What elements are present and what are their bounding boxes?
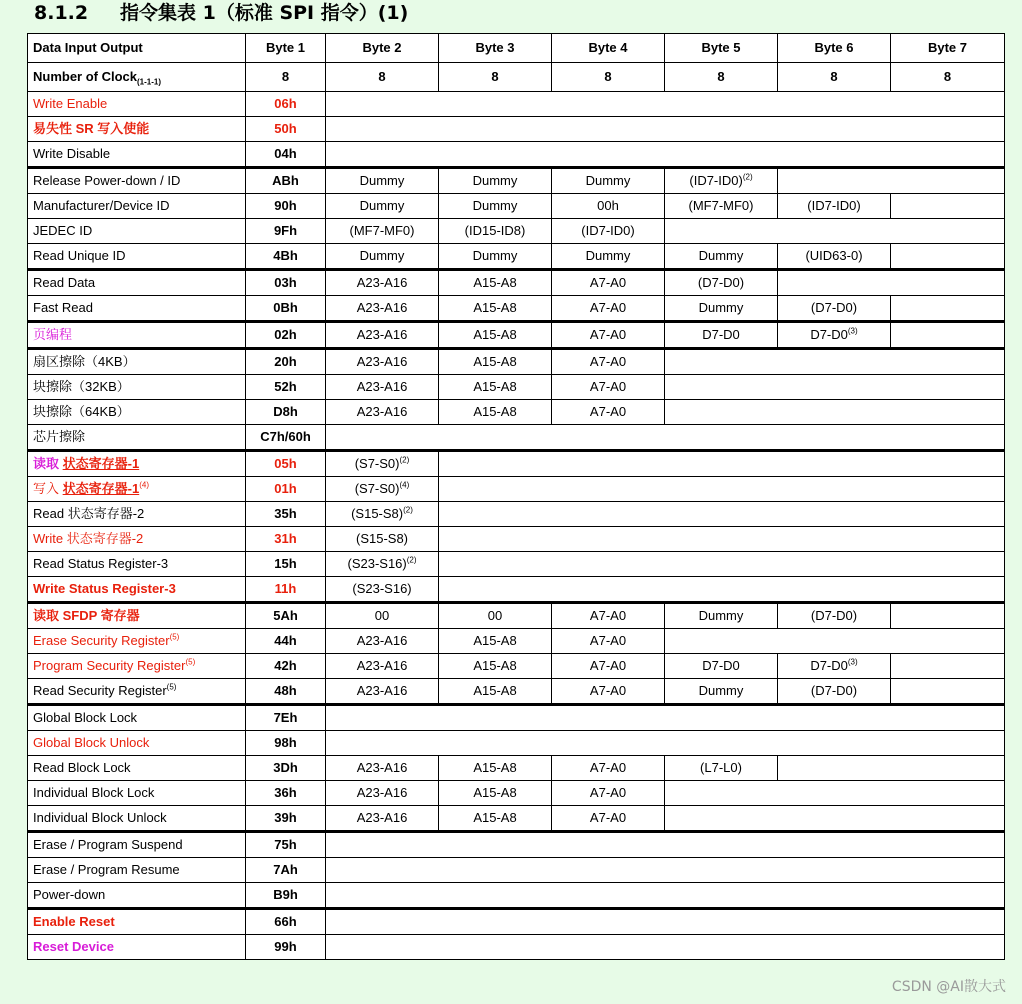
empty-cell [891,194,1005,219]
opcode-cell: 4Bh [246,244,326,270]
byte-cell: A23-A16 [326,806,439,832]
opcode-cell: 66h [246,909,326,935]
empty-span [778,270,1005,296]
empty-span [326,142,1005,168]
opcode-cell: 9Fh [246,219,326,244]
instruction-name: Read Status Register-3 [28,552,246,577]
byte-cell [326,477,439,502]
opcode-cell: 75h [246,832,326,858]
byte-cell: A7-A0 [552,806,665,832]
footnote-ref: (5) [166,682,177,692]
empty-span [326,731,1005,756]
instruction-name: 芯片擦除 [28,425,246,451]
byte-cell: (MF7-MF0) [665,194,778,219]
empty-cell [891,679,1005,705]
instruction-name: Write Disable [28,142,246,168]
byte-cell: A23-A16 [326,781,439,806]
header-cell: Byte 5 [665,34,778,63]
empty-cell [891,603,1005,629]
byte-cell: A7-A0 [552,629,665,654]
byte-cell: A15-A8 [439,629,552,654]
empty-span [326,92,1005,117]
clock-row [28,63,1005,92]
byte-cell: A15-A8 [439,654,552,679]
table-row [28,527,1005,552]
byte-cell: (ID7-ID0) [778,194,891,219]
empty-cell [891,244,1005,270]
instruction-register: 状态寄存器-1 [62,456,140,471]
empty-span [439,577,1005,603]
opcode-cell: ABh [246,168,326,194]
instruction-name: Individual Block Lock [28,781,246,806]
instruction-name: 块擦除（32KB） [28,375,246,400]
instruction-name-cell [28,629,246,654]
opcode-cell: 98h [246,731,326,756]
byte-cell: A15-A8 [439,400,552,425]
empty-span [665,375,1005,400]
instruction-name: 扇区擦除（4KB） [28,349,246,375]
table-row [28,552,1005,577]
instruction-name-cell [28,679,246,705]
footnote-ref: (2) [406,555,417,565]
table-row [28,194,1005,219]
opcode-cell: 5Ah [246,603,326,629]
opcode-cell: 03h [246,270,326,296]
empty-cell [891,296,1005,322]
byte-cell: A23-A16 [326,629,439,654]
byte-cell: Dummy [552,244,665,270]
opcode-cell: 50h [246,117,326,142]
byte-value: (S15-S8) [351,506,404,521]
byte-cell: (L7-L0) [665,756,778,781]
byte-value: (ID7-ID0) [689,173,743,188]
instruction-name: Power-down [28,883,246,909]
table-row [28,705,1005,731]
byte-value: (S7-S0) [354,456,400,471]
opcode-cell: 31h [246,527,326,552]
byte-cell: Dummy [665,679,778,705]
byte-cell: A15-A8 [439,781,552,806]
table-row [28,168,1005,194]
empty-cell [891,654,1005,679]
section-title: 指令集表 1（标准 SPI 指令）(1) [120,2,409,24]
byte-cell: (S23-S16) [326,577,439,603]
table-row [28,400,1005,425]
header-cell: Byte 2 [326,34,439,63]
opcode-cell: 39h [246,806,326,832]
opcode-cell: 06h [246,92,326,117]
opcode-cell: 90h [246,194,326,219]
byte-cell: (D7-D0) [778,679,891,705]
table-row [28,731,1005,756]
table-row [28,654,1005,679]
byte-cell: A15-A8 [439,296,552,322]
instruction-name-cell [28,451,246,477]
opcode-cell: 35h [246,502,326,527]
opcode-cell: B9h [246,883,326,909]
footnote-ref: (2) [403,505,413,515]
byte-cell: A7-A0 [552,375,665,400]
opcode-cell: 20h [246,349,326,375]
header-cell: Byte 4 [552,34,665,63]
byte-cell: A15-A8 [439,349,552,375]
empty-span [326,883,1005,909]
byte-cell: A15-A8 [439,322,552,349]
instruction-name: Global Block Unlock [28,731,246,756]
clock-cell: 8 [439,63,552,92]
byte-cell: (D7-D0) [665,270,778,296]
byte-cell: (ID7-ID0) [552,219,665,244]
instruction-name: 页编程 [28,322,246,349]
clock-cell: 8 [891,63,1005,92]
byte-cell [778,654,891,679]
table-row [28,142,1005,168]
instruction-name: Fast Read [28,296,246,322]
empty-span [778,756,1005,781]
byte-cell: (MF7-MF0) [326,219,439,244]
table-row [28,603,1005,629]
opcode-cell: 0Bh [246,296,326,322]
byte-cell: (D7-D0) [778,296,891,322]
instruction-verb: 读取 [33,456,60,471]
instruction-name: Manufacturer/Device ID [28,194,246,219]
empty-span [665,629,1005,654]
byte-value: (S7-S0) [354,481,400,496]
byte-cell: (UID63-0) [778,244,891,270]
footnote-ref: (5) [169,632,180,642]
clock-cell: 8 [665,63,778,92]
table-row [28,629,1005,654]
opcode-cell: 7Eh [246,705,326,731]
instruction-name: Read Data [28,270,246,296]
byte-cell: A7-A0 [552,270,665,296]
clock-cell: 8 [326,63,439,92]
byte-cell: (S15-S8) [326,527,439,552]
instruction-name: JEDEC ID [28,219,246,244]
instruction-name: Individual Block Unlock [28,806,246,832]
byte-cell: A7-A0 [552,781,665,806]
table-row [28,322,1005,349]
byte-cell: A15-A8 [439,679,552,705]
opcode-cell: C7h/60h [246,425,326,451]
table-row [28,477,1005,502]
byte-cell: A7-A0 [552,349,665,375]
table-row [28,679,1005,705]
byte-cell: Dummy [326,168,439,194]
instruction-name: Read Unique ID [28,244,246,270]
byte-cell: A15-A8 [439,270,552,296]
empty-span [326,117,1005,142]
byte-cell: Dummy [326,244,439,270]
byte-cell: A23-A16 [326,296,439,322]
table-row [28,117,1005,142]
clock-cell: 8 [552,63,665,92]
table-row [28,270,1005,296]
table-row [28,349,1005,375]
empty-span [439,477,1005,502]
byte-cell: Dummy [439,194,552,219]
byte-cell: A23-A16 [326,375,439,400]
empty-span [439,527,1005,552]
opcode-cell: 48h [246,679,326,705]
clock-cell: 8 [778,63,891,92]
byte-cell: Dummy [439,168,552,194]
byte-cell: A23-A16 [326,654,439,679]
opcode-cell: 99h [246,935,326,960]
instruction-name: Write Status Register-3 [28,577,246,603]
table-row [28,935,1005,960]
header-cell: Byte 6 [778,34,891,63]
empty-span [439,552,1005,577]
empty-span [665,349,1005,375]
table-row [28,909,1005,935]
byte-cell: A7-A0 [552,756,665,781]
opcode-cell: 02h [246,322,326,349]
empty-span [665,781,1005,806]
instruction-name: Release Power-down / ID [28,168,246,194]
byte-cell: Dummy [326,194,439,219]
byte-cell: A23-A16 [326,270,439,296]
opcode-cell: 52h [246,375,326,400]
table-row [28,502,1005,527]
table-row [28,219,1005,244]
byte-cell: A23-A16 [326,679,439,705]
opcode-cell: 42h [246,654,326,679]
table-row [28,806,1005,832]
instruction-name: 块擦除（64KB） [28,400,246,425]
header-cell: Byte 7 [891,34,1005,63]
byte-cell: A7-A0 [552,654,665,679]
opcode-cell: 7Ah [246,858,326,883]
footnote-ref: (4) [139,480,149,490]
byte-cell: A15-A8 [439,375,552,400]
byte-cell: 00h [552,194,665,219]
opcode-cell: 15h [246,552,326,577]
table-row [28,451,1005,477]
table-row [28,375,1005,400]
empty-cell [891,322,1005,349]
byte-cell: A23-A16 [326,322,439,349]
byte-cell: D7-D0 [665,322,778,349]
instruction-name: Read 状态寄存器-2 [28,502,246,527]
byte-cell: Dummy [439,244,552,270]
byte-value: D7-D0 [810,658,848,673]
byte-cell: A7-A0 [552,322,665,349]
instruction-name: Reset Device [28,935,246,960]
instruction-name: Read Block Lock [28,756,246,781]
section-heading [34,0,408,28]
byte-cell: A15-A8 [439,756,552,781]
byte-cell: A7-A0 [552,296,665,322]
byte-cell: Dummy [665,603,778,629]
instruction-name: Read Security Register [33,683,167,698]
empty-span [665,400,1005,425]
empty-span [326,425,1005,451]
instruction-name: Program Security Register [33,658,186,673]
opcode-cell: 01h [246,477,326,502]
table-row [28,858,1005,883]
empty-span [326,832,1005,858]
byte-cell: A23-A16 [326,400,439,425]
byte-cell: Dummy [552,168,665,194]
opcode-cell: 3Dh [246,756,326,781]
instruction-name: Global Block Lock [28,705,246,731]
footnote-ref: (4) [399,480,410,490]
byte-cell: 00 [439,603,552,629]
byte-value: (S23-S16) [347,556,407,571]
byte-cell: D7-D0 [665,654,778,679]
empty-span [326,858,1005,883]
instruction-name-cell [28,654,246,679]
table-row [28,577,1005,603]
byte-cell: A7-A0 [552,679,665,705]
byte-cell [326,502,439,527]
opcode-cell: 04h [246,142,326,168]
instruction-name: Enable Reset [28,909,246,935]
instruction-register: 状态寄存器-1 [62,481,140,496]
opcode-cell: 05h [246,451,326,477]
empty-span [326,935,1005,960]
byte-value: D7-D0 [810,327,848,342]
footnote-ref: (3) [847,657,858,667]
instruction-name-cell [28,477,246,502]
empty-span [665,806,1005,832]
watermark: CSDN @AI散大式 [891,979,1006,995]
footnote-ref: (5) [185,657,196,667]
byte-cell: A23-A16 [326,756,439,781]
section-number: 8.1.2 [34,2,89,24]
table-row [28,425,1005,451]
instruction-verb: 写入 [33,481,60,496]
opcode-cell: 36h [246,781,326,806]
empty-span [439,451,1005,477]
byte-cell: (ID15-ID8) [439,219,552,244]
instruction-name: Write 状态寄存器-2 [28,527,246,552]
opcode-cell: 44h [246,629,326,654]
instruction-name: Erase / Program Resume [28,858,246,883]
empty-span [665,219,1005,244]
table-row [28,244,1005,270]
clock-cell: 8 [246,63,326,92]
empty-span [326,705,1005,731]
clock-mode: (1-1-1) [137,77,162,87]
byte-cell [665,168,778,194]
byte-cell: Dummy [665,296,778,322]
table-row [28,883,1005,909]
empty-span [326,909,1005,935]
instruction-name: 读取 SFDP 寄存器 [28,603,246,629]
table-row [28,92,1005,117]
byte-cell: 00 [326,603,439,629]
instruction-name: Write Enable [28,92,246,117]
clock-label: Number of Clock [33,69,138,84]
header-cell: Data Input Output [28,34,246,63]
byte-cell [326,552,439,577]
instruction-name: 易失性 SR 写入使能 [28,117,246,142]
byte-cell: A7-A0 [552,603,665,629]
empty-span [778,168,1005,194]
byte-cell: A7-A0 [552,400,665,425]
instruction-name: Erase / Program Suspend [28,832,246,858]
byte-cell [778,322,891,349]
table-row [28,296,1005,322]
byte-cell [326,451,439,477]
table-row [28,832,1005,858]
opcode-cell: 11h [246,577,326,603]
table-row [28,756,1005,781]
empty-span [439,502,1005,527]
footnote-ref: (2) [399,455,410,465]
clock-label-cell [28,63,246,92]
byte-cell: A15-A8 [439,806,552,832]
instruction-name: Erase Security Register [33,633,170,648]
table-row [28,781,1005,806]
spi-instruction-table [27,33,1005,960]
footnote-ref: (3) [847,326,858,336]
header-cell: Byte 1 [246,34,326,63]
byte-cell: Dummy [665,244,778,270]
header-row [28,34,1005,63]
byte-cell: A23-A16 [326,349,439,375]
byte-cell: (D7-D0) [778,603,891,629]
footnote-ref: (2) [742,172,753,182]
header-cell: Byte 3 [439,34,552,63]
opcode-cell: D8h [246,400,326,425]
